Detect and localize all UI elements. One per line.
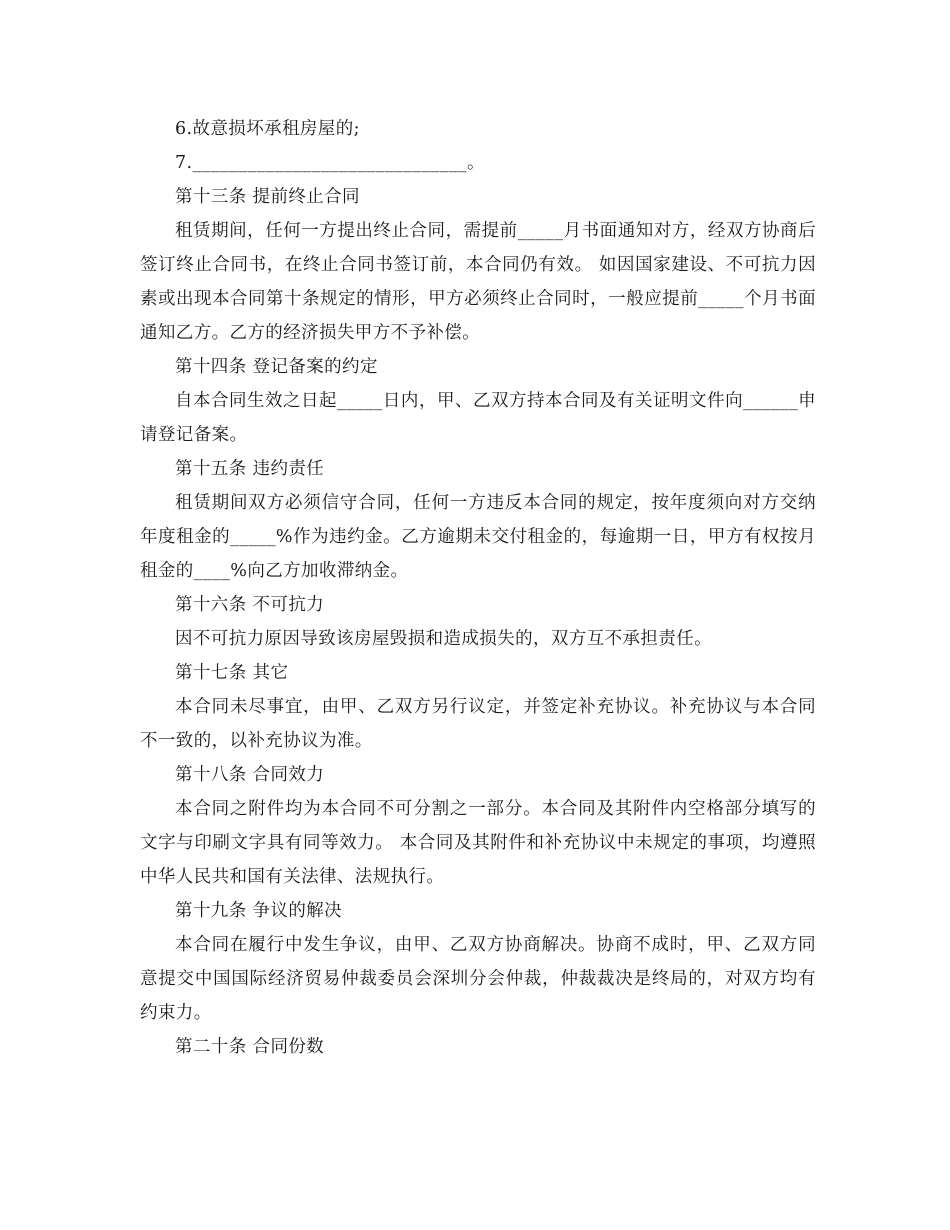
article-15-heading: 第十五条 违约责任: [175, 459, 325, 479]
article-17-body: 本合同未尽事宜，由甲、乙双方另行议定，并签定补充协议。补充协议与本合同不一致的，以补充协议为准。: [140, 697, 816, 751]
article-13-body: 租赁期间，任何一方提出终止合同，需提前_____月书面通知对方，经双方协商后签订终止合同书，在终止合同书签订前，本合同仍有效。 如因国家建设、不可抗力因素或出现本合同第十条规定的情形，甲方必须终止合同时，一般应提前_____个月书面通知乙方。乙方的经济损失甲方不予补偿。: [140, 221, 816, 343]
article-18-body: 本合同之附件均为本合同不可分割之一部分。本合同及其附件内空格部分填写的文字与印刷文字具有同等效力。 本合同及其附件和补充协议中未规定的事项，均遵照中华人民共和国有关法律、法规执行。: [140, 799, 816, 887]
article-19-body: 本合同在履行中发生争议，由甲、乙双方协商解决。协商不成时，甲、乙双方同意提交中国国际经济贸易仲裁委员会深圳分会仲裁，仲裁裁决是终局的，对双方均有约束力。: [140, 935, 816, 1023]
article-16-heading: 第十六条 不可抗力: [175, 595, 325, 615]
article-14-heading: 第十四条 登记备案的约定: [175, 357, 378, 377]
article-18-heading: 第十八条 合同效力: [175, 765, 325, 785]
list-item-6: 6.故意损坏承租房屋的;: [175, 119, 360, 139]
article-13-heading: 第十三条 提前终止合同: [175, 187, 360, 207]
article-20-heading: 第二十条 合同份数: [175, 1037, 325, 1057]
article-14-body: 自本合同生效之日起_____日内，甲、乙双方持本合同及有关证明文件向______申请登记备案。: [140, 391, 816, 445]
article-15-body: 租赁期间双方必须信守合同，任何一方违反本合同的规定，按年度须向对方交纳年度租金的_____%作为违约金。乙方逾期未交付租金的，每逾期一日，甲方有权按月租金的____%向乙方加收滞纳金。: [140, 493, 816, 581]
list-item-7-blank: 7.______________________________。: [175, 153, 485, 173]
article-17-heading: 第十七条 其它: [175, 663, 289, 683]
article-19-heading: 第十九条 争议的解决: [175, 901, 343, 921]
article-16-body: 因不可抗力原因导致该房屋毁损和造成损失的，双方互不承担责任。: [175, 629, 712, 649]
document-page: [140, 112, 816, 1064]
